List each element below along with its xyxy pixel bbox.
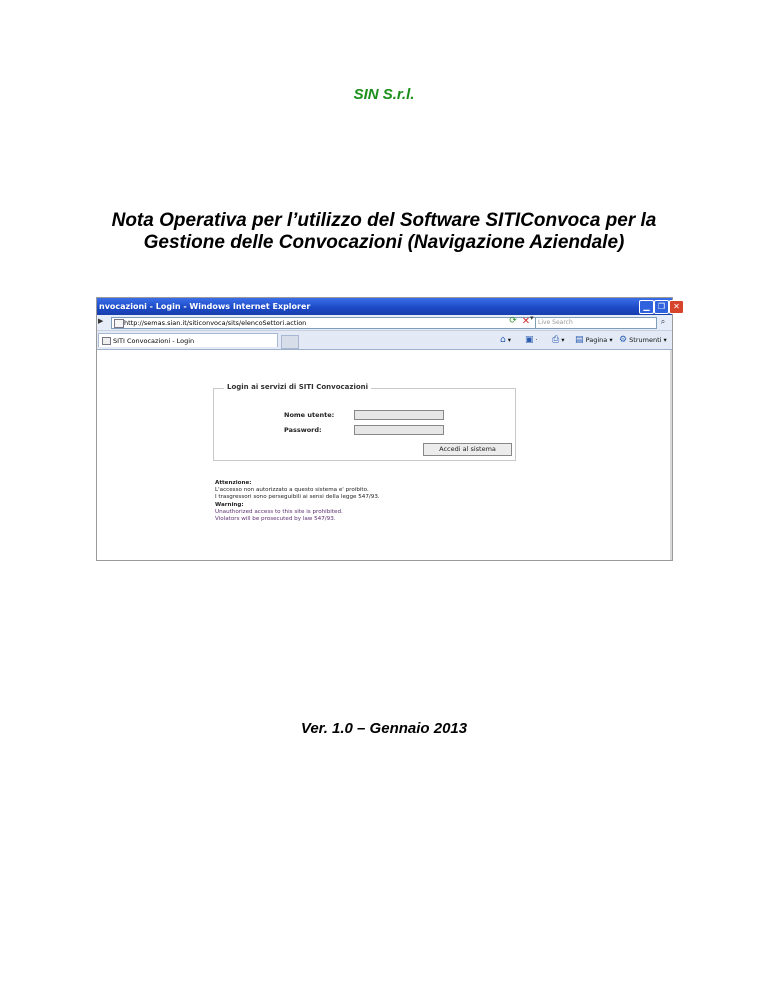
window-titlebar bbox=[97, 298, 680, 315]
address-bar bbox=[97, 315, 672, 331]
login-fieldset bbox=[213, 383, 516, 461]
close-icon[interactable]: ✕ bbox=[669, 300, 684, 314]
document-title bbox=[70, 210, 698, 254]
url-text: http://semas.sian.it/siticonvoca/sits/elencoSettori.action bbox=[124, 319, 307, 327]
login-submit-button[interactable]: Accedi al sistema bbox=[423, 443, 512, 456]
warning-line-1-it: L'accesso non autorizzato a questo sistema e' proibito. bbox=[215, 487, 369, 494]
tools-menu-label: Strumenti bbox=[629, 336, 662, 344]
warning-heading-it: Attenzione: bbox=[215, 480, 252, 486]
tools-menu[interactable]: ⚙ Strumenti ▾ bbox=[619, 335, 667, 345]
print-icon[interactable]: ⎙ ▾ bbox=[552, 335, 565, 345]
password-label: Password: bbox=[284, 426, 322, 434]
warning-line-2-it: I trasgressori sono perseguibili ai sensi della legge 547/93. bbox=[215, 494, 380, 501]
tab-siti-login[interactable] bbox=[98, 333, 278, 347]
search-input[interactable] bbox=[535, 317, 657, 329]
username-label: Nome utente: bbox=[284, 411, 335, 419]
company-name: SIN S.r.l. bbox=[353, 86, 415, 103]
search-icon[interactable]: ⌕ bbox=[660, 317, 666, 326]
scrollbar[interactable] bbox=[670, 350, 672, 560]
page-content bbox=[97, 350, 672, 560]
tab-label: SITI Convocazioni - Login bbox=[113, 337, 195, 345]
feeds-icon[interactable]: ▣ · bbox=[525, 335, 538, 345]
login-legend: Login ai servizi di SITI Convocazioni bbox=[224, 383, 371, 391]
page-menu-label: Pagina bbox=[585, 336, 608, 344]
password-input[interactable] bbox=[354, 425, 444, 435]
url-field[interactable] bbox=[111, 317, 541, 329]
minimize-icon[interactable]: ▁ bbox=[639, 300, 654, 314]
browser-screenshot bbox=[96, 297, 680, 561]
document-title-line-2: Gestione delle Convocazioni (Navigazione Aziendale) bbox=[143, 232, 625, 253]
maximize-icon[interactable]: ❐ bbox=[654, 300, 669, 314]
warning-heading-en: Warning: bbox=[215, 501, 244, 508]
page-favicon-icon bbox=[114, 319, 124, 328]
refresh-icon[interactable]: ⟳ bbox=[509, 316, 517, 326]
document-title-line-1: Nota Operativa per l’utilizzo del Software SITIConvoca per la bbox=[111, 210, 657, 231]
tab-bar bbox=[97, 331, 672, 350]
window-title: nvocazioni - Login - Windows Internet Explorer bbox=[99, 302, 311, 311]
search-placeholder: Live Search bbox=[538, 319, 573, 326]
page-menu[interactable]: ▤ Pagina ▾ bbox=[575, 335, 613, 345]
username-input[interactable] bbox=[354, 410, 444, 420]
new-tab-button[interactable] bbox=[281, 335, 299, 349]
tools-icon: ⚙ bbox=[619, 335, 628, 345]
page-icon: ▤ bbox=[575, 335, 584, 345]
stop-icon[interactable]: ✕ bbox=[521, 316, 531, 327]
tab-favicon-icon bbox=[102, 337, 111, 345]
back-arrow-icon[interactable]: ▶ bbox=[98, 317, 104, 325]
url-dropdown-icon[interactable]: ▾ bbox=[530, 314, 534, 322]
home-icon[interactable]: ⌂ ▾ bbox=[500, 335, 512, 345]
document-version: Ver. 1.0 – Gennaio 2013 bbox=[300, 720, 468, 737]
access-warning bbox=[215, 480, 380, 523]
warning-line-1-en: Unauthorized access to this site is prohibited. bbox=[215, 508, 343, 515]
warning-line-2-en: Violators will be prosecuted by law 547/93. bbox=[215, 516, 336, 523]
